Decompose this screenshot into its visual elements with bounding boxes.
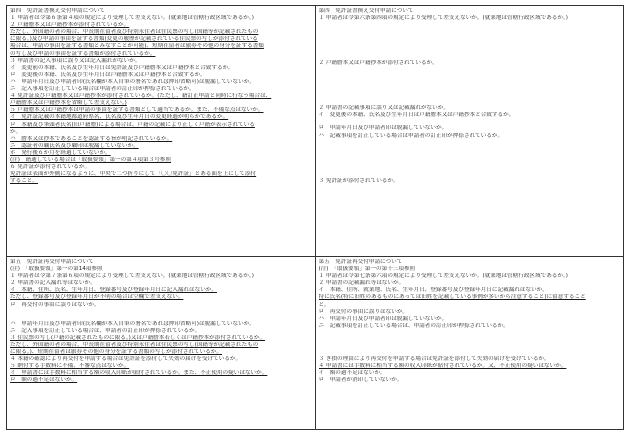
table-row-bottom bbox=[7, 257, 624, 430]
text-line: イ 額の過不足はないか。 bbox=[318, 370, 386, 377]
text-line: (注) 「取扱要領」第一の第十三項参照 bbox=[318, 266, 416, 273]
text-line: ４ 申請書には手数料に相当する額の収入印紙が貼付されているか。又、不正使用の疑いはないか。 bbox=[318, 363, 567, 370]
left-bottom-cell bbox=[7, 257, 316, 430]
text-line: ロ 変更後の本籍、氏名及び生年月日は戸籍謄本又は戸籍抄本と合致するか。 bbox=[10, 71, 206, 78]
text-line: ハ 申請年月日及び申請者印は脱漏していないか。 bbox=[318, 315, 448, 322]
right-top-cell bbox=[315, 6, 624, 257]
text-line: １ 申請者は令第７条第６項の規定により受理して差支えない。(就業地は管轄行政区域であるか。) bbox=[10, 273, 254, 280]
text-line: ニ 認証者の職氏名及び職印は脱漏していないか。 bbox=[10, 142, 139, 149]
text-line: ただし、登録番号及び登録年月日が不明の場合は空欄で差支えない。 bbox=[10, 294, 184, 301]
text-line: ４ 本籍の確認により再交付を申請する場合は免許証を添付して失効の届けを受けているか。 bbox=[10, 356, 242, 363]
blank-space bbox=[319, 330, 621, 356]
text-line: ２ 戸籍謄本又は戸籍抄本が添付されているか。 bbox=[318, 60, 438, 67]
text-line: に限る。)、短期在留者は旅券その他の身分を証する書類の写しが添付されているか。 bbox=[10, 349, 222, 356]
text-line: ロ 申請年月日及び申請者印は脱漏していないか。 bbox=[318, 125, 448, 132]
text-line: 免許証は表面が外側になるように、中央で二つ折りにして「〇〇免許証」とある面を上にして添付 bbox=[10, 171, 257, 178]
text-line: ハ 謄本又は抄本であることを認証する旨が明記されているか。 bbox=[10, 135, 173, 142]
text-line: ニ 記載事項を訂正している場合は、申請者の訂正印が押捺されているか。 bbox=[318, 322, 509, 329]
section-heading: 第五 免許証再交付申請について bbox=[318, 259, 403, 265]
text-line: ２ 申請書の記入漏れ等はないか。 bbox=[10, 280, 96, 287]
text-line: ６ 免許証が添付されているか。 bbox=[10, 164, 91, 171]
text-line: ホ 発行後６か月を経過していないか。 bbox=[10, 149, 111, 156]
text-line: に限る。)及び申請の事由を証する書類(変更の履歴が記載されている住民票の写しが添付されている bbox=[10, 36, 258, 43]
blank-space bbox=[319, 22, 621, 60]
text-line: の写し及び申請の事由を証する書類が添付されているか。 bbox=[10, 50, 156, 57]
text-line: ３ 住民票の写し(戸籍の記載されたものに限る。)又は戸籍謄本若しくは戸籍抄本が添付されているか。 bbox=[10, 334, 266, 341]
text-line: ロ 再交付の事由に誤りはないか。 bbox=[10, 301, 100, 308]
text-line: イ 本籍、住所、就業地、氏名、生年月日、登録番号及び登録年月日に記載漏れはないか。 bbox=[318, 287, 548, 294]
text-line: ロ 本籍及び筆頭者氏名(旧戸籍謄)による場合は、戸籍の記載により正しく戸籍が表示されている bbox=[10, 121, 255, 128]
text-line: ３ 申請書の記入事項に誤り又は記入漏れがないか。 bbox=[10, 57, 141, 64]
right-bottom-lines bbox=[319, 266, 621, 384]
text-line: ５ 戸籍謄本又は戸籍抄本は申請の事由を証する書類として適当であるか。また、不備な点はないか。 bbox=[10, 107, 264, 114]
text-line: 場合は、申請の事由を証する書類とみなすことが可能)、短期在留者は旅券その他の身分を証する書類 bbox=[10, 43, 264, 50]
right-bottom-cell bbox=[315, 257, 624, 430]
text-line: ニ 記入事項を訂正している場合は申請者の訂正印が押捺されているか。 bbox=[10, 86, 195, 93]
text-line: １ 申請者は令第６条第４項の規定により受理して差支えない。(就業地は管轄行政区域であるか。) bbox=[10, 15, 254, 22]
text-line: ただし、外国籍の者の場合、中長期在留者及び特別永住者は住民票の写し(国籍等が記載されたもの bbox=[10, 341, 259, 348]
blank-space bbox=[10, 309, 312, 321]
text-line: と。 bbox=[318, 301, 330, 308]
text-line: ニ 記入事項を訂正している場合は、申請者の訂正印が押捺されているか。 bbox=[10, 327, 201, 334]
table-row-top bbox=[7, 6, 624, 257]
text-line: イ 申請書には手数料に相当する額の収入印紙が貼付されているか。また、不正使用の疑いはないか。 bbox=[10, 370, 268, 377]
text-line: ２ 申請書の記載漏れ等はないか。 bbox=[318, 280, 405, 287]
text-line: (注) 「取扱要領」第一の第14項参照 bbox=[10, 266, 103, 273]
section-heading: 第五 免許証再交付申請について bbox=[10, 259, 94, 265]
text-line: すること。 bbox=[10, 178, 38, 185]
left-top-lines bbox=[10, 15, 312, 185]
comparison-table bbox=[6, 5, 624, 430]
text-line: ただし、外国籍の者の場合、中長期在留者及び特別永住者は住民票の写し(国籍等が記載されたもの bbox=[10, 29, 259, 36]
left-bottom-lines bbox=[10, 266, 312, 384]
text-line: イ 変更後の本籍、氏名及び生年月日は戸籍謄本又は戸籍抄本と合致するか。 bbox=[318, 112, 515, 119]
text-line: 戸籍謄本又は戸籍抄本を省略して差支えない。) bbox=[10, 100, 127, 107]
blank-space bbox=[319, 67, 621, 105]
text-line: １ 申請者は令第六条第四項の規定により受理して差支えないか。(就業地は管轄行政区域であるか。) bbox=[318, 15, 568, 22]
text-line: ２ 申請書の記載事項に誤り又は記載漏れがないか。 bbox=[318, 105, 449, 112]
text-line: ３ き損の理由により再交付を申請する場合は免許証を添付して失効の届けを受けているか。 bbox=[318, 355, 550, 362]
text-line: ハ 申請年月日及び申請者印(氏名欄が本人自筆の署名であれば押印省略可)は脱漏していないか。 bbox=[10, 78, 255, 85]
text-line: 特に氏名(特に旧姓のあるものにあっては旧姓を記載している事例が多いから注意すること)に留意すること bbox=[318, 294, 586, 301]
text-line: ２ 戸籍謄本又は戸籍抄本が添付されているか。 bbox=[10, 22, 130, 29]
left-top-cell bbox=[7, 6, 316, 257]
text-line: か。 bbox=[10, 128, 22, 135]
text-line: ロ 額の過不足はないか。 bbox=[10, 377, 78, 384]
text-line: ５ 納付する手数料に不備、不審な点はないか。 bbox=[10, 363, 130, 370]
text-line: イ 変更前の本籍、氏名及び生年月日は免許証及び戸籍謄本又は戸籍抄本と合致するか。 bbox=[10, 64, 234, 71]
text-line: ハ 申請年月日及び申請者印(氏名欄が本人自筆の署名であれば押印省略可)は脱漏していないか。 bbox=[10, 320, 255, 327]
text-line: ４ 免許証及び戸籍謄本又は戸籍抄本が添付されているか。(ただし、籍訂正申請と同時に行なう場合は、 bbox=[10, 93, 272, 100]
text-line: イ 免許証記載の本籍地都道府県名、氏名及び生年月日の変更経過が明らかであるか。 bbox=[10, 114, 229, 121]
section-heading: 第四 免許証書換え交付申請について bbox=[318, 8, 414, 14]
text-line: ハ 記載事項を訂正している場合は申請者の訂正印が押捺されているか。 bbox=[318, 132, 504, 139]
text-line: (注) 籍通している場合は「取扱要領」第一の第４項第３号参照 bbox=[10, 156, 171, 163]
text-line: ロ 申請者が消印していないか。 bbox=[318, 377, 403, 384]
text-line: イ 本籍、住所、氏名、生年月日、登録番号及び登録年月日に記入漏れはないか。 bbox=[10, 287, 217, 294]
blank-space bbox=[319, 140, 621, 178]
section-heading: 第四 免許証書換え交付申請について bbox=[10, 8, 105, 14]
document-page bbox=[6, 5, 624, 436]
text-line: １ 申請者は令第七条第六項の規定により受理して差支えないか。(就業地は管轄行政区域であるか。) bbox=[318, 273, 568, 280]
right-top-lines bbox=[319, 15, 621, 185]
text-line: ロ 再交付の事由に誤りはないか。 bbox=[318, 308, 409, 315]
text-line: ３ 免許証が添付されているか。 bbox=[318, 177, 399, 184]
